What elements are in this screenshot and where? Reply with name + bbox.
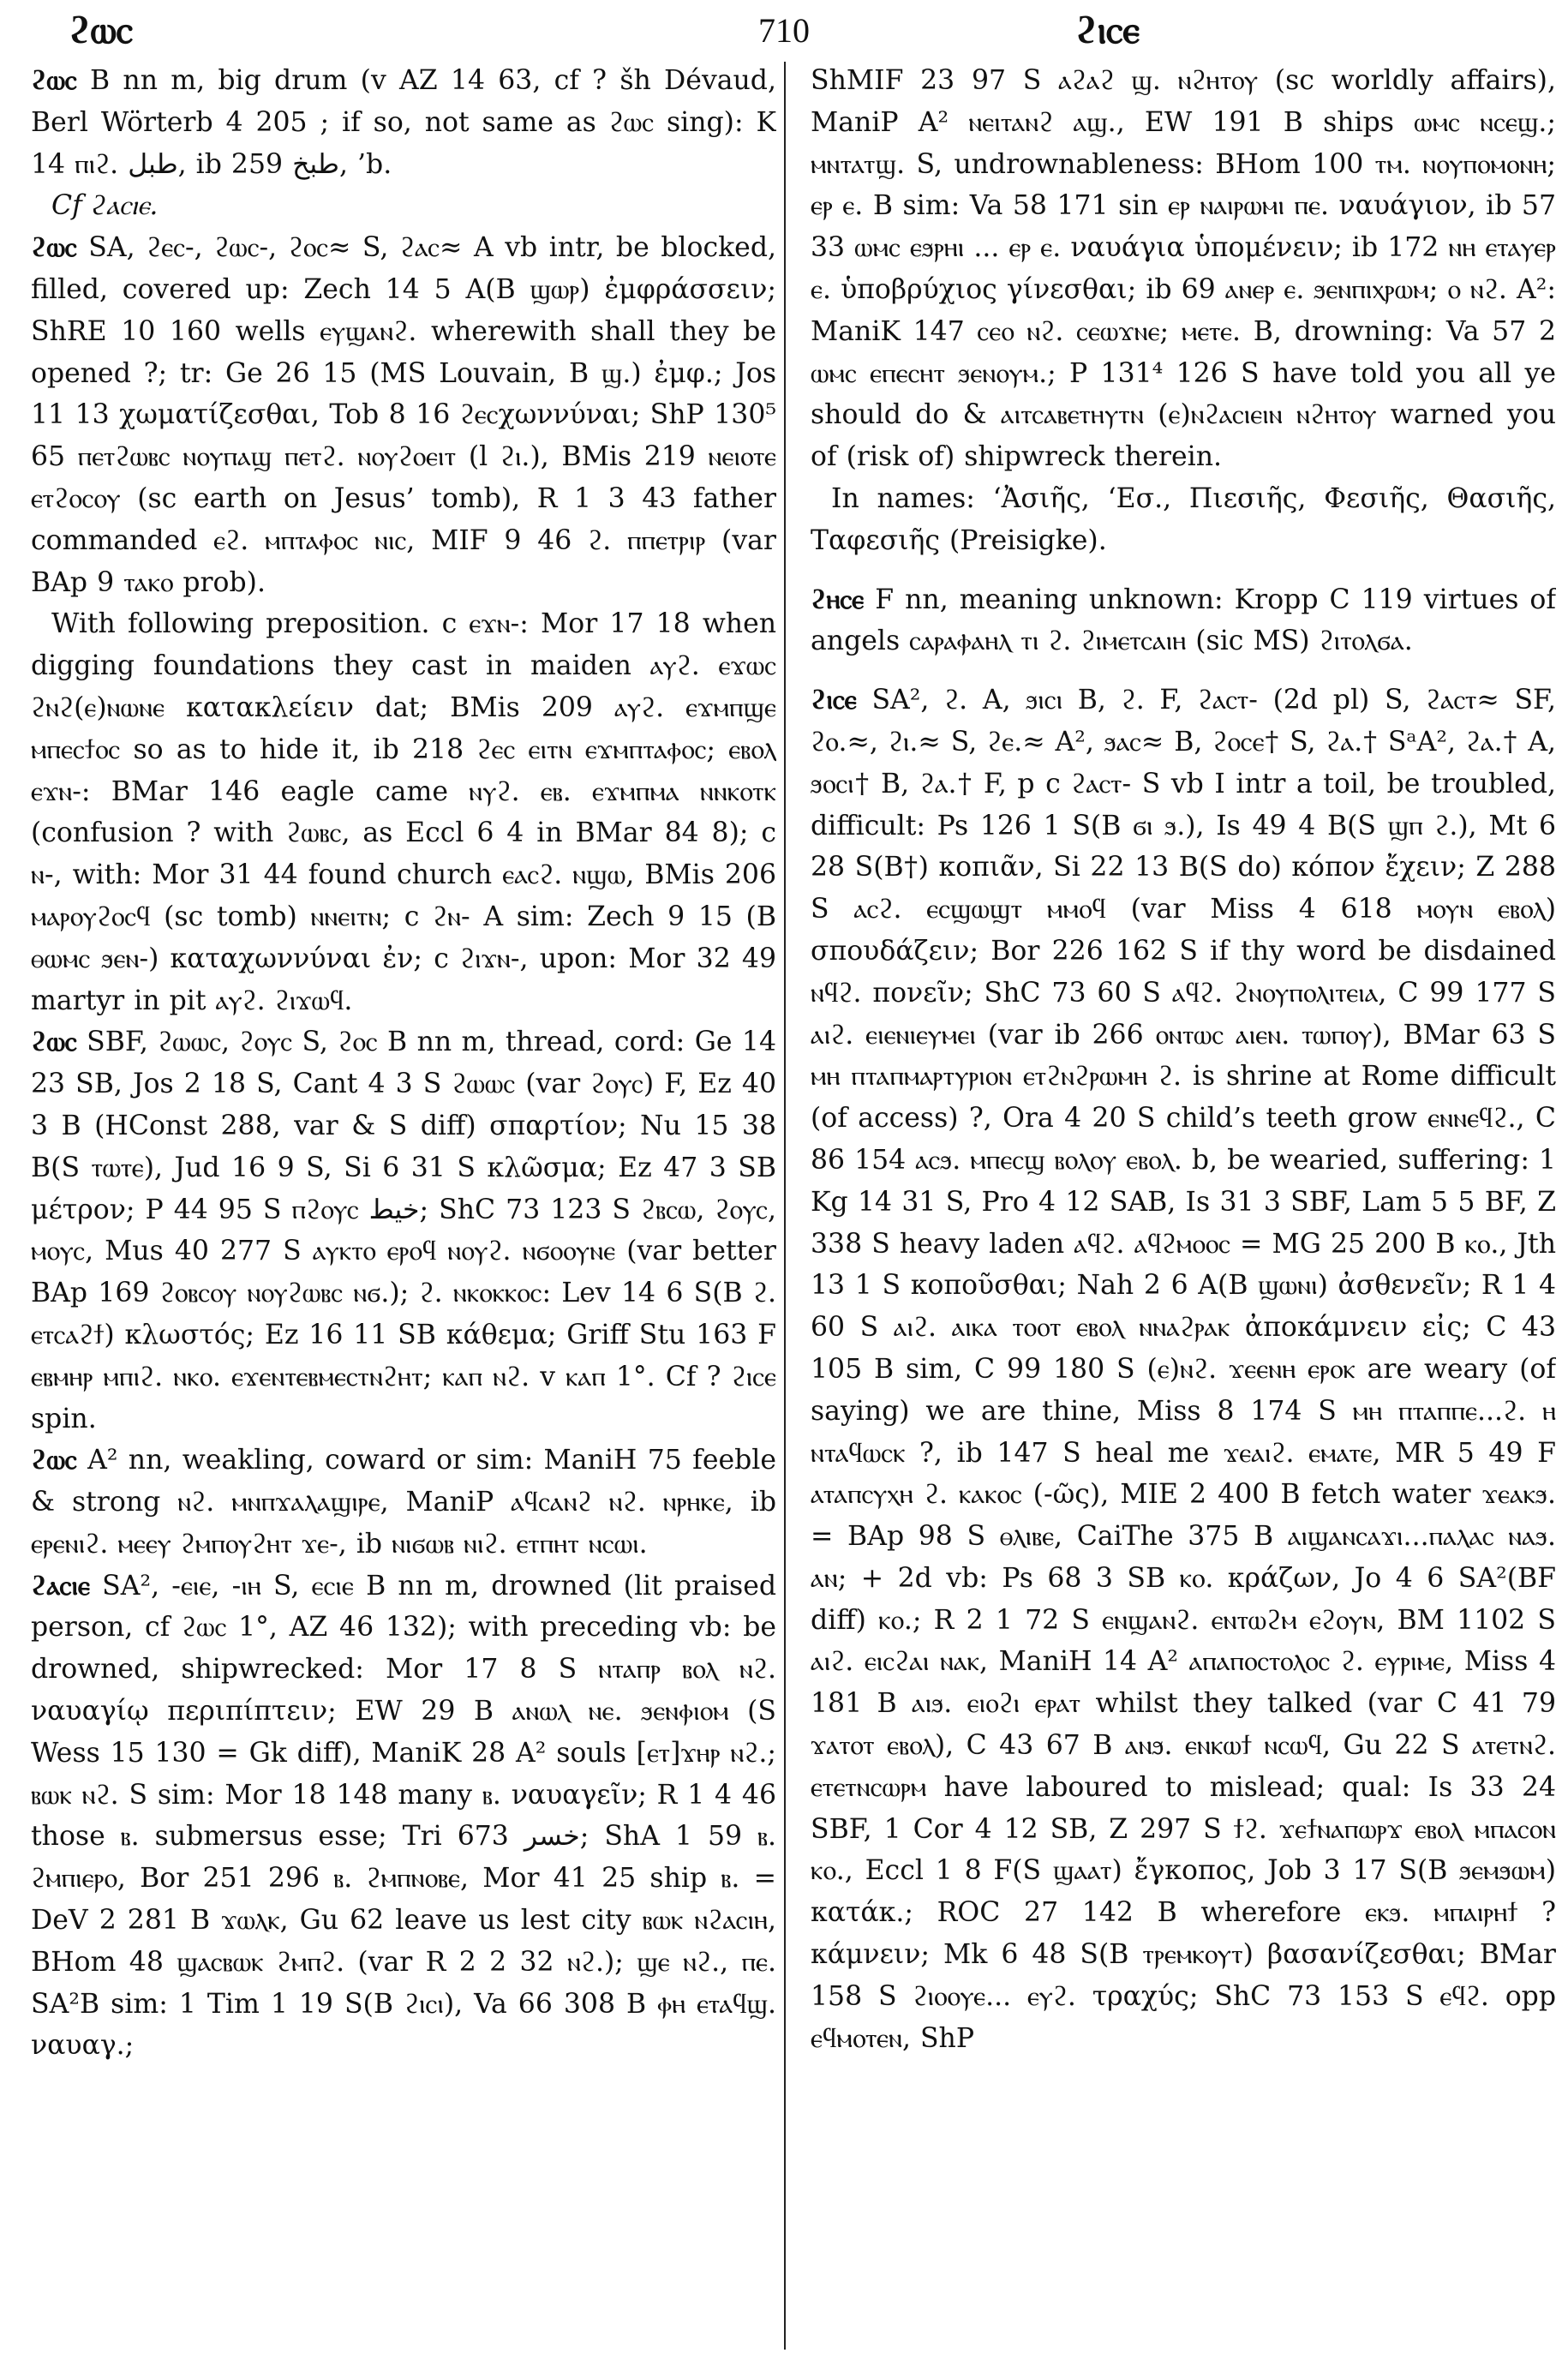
entry-text: Cf ϩⲁⲥⲓⲉ. bbox=[51, 190, 159, 222]
entry-text: In names: ‘Ἀσιῆς, ‘Εσ., Πιεσιῆς, Φεσιῆς, Θασιῆς, Ταφεσιῆς (Preisigke). bbox=[811, 482, 1556, 556]
entry-paragraph bbox=[811, 60, 1556, 478]
left-column bbox=[31, 60, 776, 2356]
entry-paragraph bbox=[31, 1440, 776, 1565]
entry-lemma: ϩⲱⲥ bbox=[31, 1444, 77, 1476]
header-right-word: ϩⲓⲥⲉ bbox=[1074, 9, 1140, 52]
entry-text: SA, ϩⲉⲥ-, ϩⲱⲥ-, ϩⲟⲥ≈ S, ϩⲁⲥ≈ A vb intr, be blocked, filled, covered up: Zech 14 5 A(B ϣⲱⲣ) ἐμφράσσειν; ShRE 10 160 wells ⲉⲩϣⲁⲛϩ. wherewith shall they be opened ?; tr: Ge 26 15 (MS Louvain, B ϣ.) ἐμφ.; Jos 11 13 χωματίζεσθαι, Tob 8 16 ϩⲉⲥχωννύναι; ShP 130⁵ 65 ⲡⲉⲧϩⲱⲃⲥ ⲛⲟⲩⲡⲁϣ ⲡⲉⲧϩ. ⲛⲟⲩϩⲟⲉⲓⲧ (l ϩⲓ.), BMis 219 ⲛⲉⲓⲟⲧⲉ ⲉⲧϩⲟⲥⲟⲩ (sc earth on Jesus’ tomb), R 1 3 43 father commanded ⲉϩ. ⲙⲡⲧⲁⲫⲟⲥ ⲛⲓⲥ, MIF 9 46 ϩ. ⲡⲡⲉⲧⲣⲓⲣ (var BAp 9 ⲧⲁⲕⲟ prob). bbox=[31, 232, 776, 598]
entry-text: A² nn, weakling, coward or sim: ManiH 75 feeble & strong ⲛϩ. ⲙⲛⲡϫⲁⲗⲁϣⲓⲣⲉ, ManiP ⲁϥⲥⲁⲛϩ ⲛϩ. ⲛⲣⲏⲕⲉ, ib ⲉⲣⲉⲛⲓϩ. ⲙⲉⲉⲩ ϩⲙⲡⲟⲩϩⲏⲧ ϫⲉ-, ib ⲛⲓϭⲱⲃ ⲛⲓϩ. ⲉⲧⲡⲏⲧ ⲛⲥⲱⲓ. bbox=[31, 1445, 776, 1560]
header-left-word: ϩⲱⲥ bbox=[69, 9, 134, 52]
entry-paragraph bbox=[811, 478, 1556, 562]
entry-paragraph bbox=[811, 680, 1556, 2059]
entry-paragraph bbox=[31, 227, 776, 603]
entry-text: With following preposition. c ⲉϫⲛ-: Mor 17 18 when digging foundations they cast in maiden ⲁⲩϩ. ⲉϫⲱⲥ ϩⲛϩ(ⲉ)ⲛⲱⲛⲉ κατακλείειν dat; BMis 209 ⲁⲩϩ. ⲉϫⲙⲡϣⲉ ⲙⲡⲉⲥϯⲟⲥ so as to hide it, ib 218 ϩⲉⲥ ⲉⲓⲧⲛ ⲉϫⲙⲡⲧⲁⲫⲟⲥ; ⲉⲃⲟⲗ ⲉϫⲛ-: BMar 146 eagle came ⲛⲩϩ. ⲉⲃ. ⲉϫⲙⲡⲙⲁ ⲛⲛⲕⲟⲧⲕ (confusion ? with ϩⲱⲃⲥ, as Eccl 6 4 in BMar 84 8); c ⲛ-, with: Mor 31 44 found church ⲉⲁⲥϩ. ⲛϣⲱ, BMis 206 ⲙⲁⲣⲟⲩϩⲟⲥϥ (sc tomb) ⲛⲛⲉⲓⲧⲛ; c ϩⲛ- A sim: Zech 9 15 (B ⲑⲱⲙⲥ ϧⲉⲛ-) καταχωννύναι ἐν; c ϩⲓϫⲛ-, upon: Mor 32 49 martyr in pit ⲁⲩϩ. ϩⲓϫⲱϥ. bbox=[31, 608, 776, 1016]
entry-text: ShMIF 23 97 S ⲁϩⲁϩ ϣ. ⲛϩⲏⲧⲟⲩ (sc worldly affairs), ManiP A² ⲛⲉⲓⲧⲁⲛϩ ⲁϣ., EW 191 B ships ⲱⲙⲥ ⲛⲥⲉϣ.; ⲙⲛⲧⲁⲧϣ. S, undrownableness: BHom 100 ⲧⲙ. ⲛⲟⲩⲡⲟⲙⲟⲛⲏ; ⲉⲣ ⲉ. B sim: Va 58 171 sin ⲉⲣ ⲛⲁⲓⲣⲱⲙⲓ ⲡⲉ. ναυάγιον, ib 57 33 ⲱⲙⲥ ⲉϧⲣⲏⲓ ... ⲉⲣ ⲉ. ναυάγια ὑπομένειν; ib 172 ⲛⲏ ⲉⲧⲁⲩⲉⲣ ⲉ. ὑποβρύχιος γίνεσθαι; ib 69 ⲁⲛⲉⲣ ⲉ. ϧⲉⲛⲡⲓⲭⲣⲱⲙ; ⲟ ⲛϩ. A²: ManiK 147 ⲥⲉⲟ ⲛϩ. ⲥⲉⲱϫⲛⲉ; ⲙⲉⲧⲉ. B, drowning: Va 57 2 ⲱⲙⲥ ⲉⲡⲉⲥⲏⲧ ϧⲉⲛⲟⲩⲙ.; P 131⁴ 126 S have told you all ye should do & ⲁⲓⲧⲥⲁⲃⲉⲧⲏⲩⲧⲛ (ⲉ)ⲛϩⲁⲥⲓⲉⲓⲛ ⲛϩⲏⲧⲟⲩ warned you of (risk of) shipwreck therein. bbox=[811, 65, 1556, 473]
entry-lemma: ϩⲱⲥ bbox=[31, 1026, 77, 1058]
entry-text: B nn m, big drum (v AZ 14 63, cf ? šh Dévaud, Berl Wörterb 4 205 ; if so, not same as ϩⲱⲥ sing): K 14 ⲡⲓϩ. طبل, ib 259 طبخ, ’b. bbox=[31, 65, 776, 180]
entry-lemma: ϩⲓⲥⲉ bbox=[811, 684, 857, 716]
right-column bbox=[811, 60, 1556, 2356]
entry-lemma: ϩⲏⲥⲉ bbox=[811, 583, 865, 615]
entry-paragraph bbox=[811, 579, 1556, 663]
entry-paragraph bbox=[31, 603, 776, 1021]
entry-lemma: ϩⲱⲥ bbox=[31, 64, 77, 96]
entry-paragraph bbox=[31, 185, 776, 227]
entry-lemma: ϩⲱⲥ bbox=[31, 231, 77, 264]
page-number: 710 bbox=[758, 11, 810, 50]
entry-text: F nn, meaning unknown: Kropp C 119 virtues of angels ⲥⲁⲣⲁⲫⲁⲏⲗ ⲧⲓ ϩ. ϩⲓⲙⲉⲧⲥⲁⲓⲏ (sic MS) ϩⲓⲧⲟⲗϭⲁ. bbox=[811, 584, 1556, 657]
entry-paragraph bbox=[31, 1021, 776, 1440]
entry-lemma: ϩⲁⲥⲓⲉ bbox=[31, 1569, 90, 1602]
entry-text: SA², ϩ. A, ϧⲓⲥⲓ B, ϩ. F, ϩⲁⲥⲧ- (2d pl) S, ϩⲁⲥⲧ≈ SF, ϩⲟ.≈, ϩⲓ.≈ S, ϩⲉ.≈ A², ϧⲁⲥ≈ B, ϩⲟⲥⲉ† S, ϩⲁ.† SᵃA², ϩⲁ.† A, ϧⲟⲥⲓ† B, ϩⲁ.† F, p c ϩⲁⲥⲧ- S vb I intr a toil, be troubled, difficult: Ps 126 1 S(B ϭⲓ ϧ.), Is 49 4 B(S ϣⲡ ϩ.), Mt 6 28 S(B†) κοπιᾶν, Si 22 13 B(S do) κόπον ἔχειν; Z 288 S ⲁⲥϩ. ⲉⲥϣⲱϣⲧ ⲙⲙⲟϥ (var Miss 4 618 ⲙⲟⲩⲛ ⲉⲃⲟⲗ) σπουδάζειν; Bor 226 162 S if thy word be disdained ⲛϥϩ. πονεῖν; ShC 73 60 S ⲁϥϩ. ϩⲛⲟⲩⲡⲟⲗⲓⲧⲉⲓⲁ, C 99 177 S ⲁⲓϩ. ⲉⲓⲉⲛⲓⲉⲩⲙⲉⲓ (var ib 266 ⲟⲛⲧⲱⲥ ⲁⲓⲉⲛ. ⲧⲱⲡⲟⲩ), BMar 63 S ⲙⲏ ⲡⲧⲁⲡⲙⲁⲣⲧⲩⲣⲓⲟⲛ ⲉⲧϩⲛϩⲣⲱⲙⲏ ϩ. is shrine at Rome difficult (of access) ?, Ora 4 20 S child’s teeth grow ⲉⲛⲛⲉϥϩ., C 86 154 ⲁⲥϧ. ⲙⲡⲉⲥϣ ⲃⲟⲗⲟⲩ ⲉⲃⲟⲗ. b, be wearied, suffering: 1 Kg 14 31 S, Pro 4 12 SAB, Is 31 3 SBF, Lam 5 5 BF, Z 338 S heavy laden ⲁϥϩ. ⲁϥϩⲙⲟⲟⲥ = MG 25 200 B ⲕⲟ., Jth 13 1 S κοπoῦσθαι; Nah 2 6 A(B ϣⲱⲛⲓ) ἀσθενεῖν; R 1 4 60 S ⲁⲓϩ. ⲁⲓⲕⲁ ⲧⲟⲟⲧ ⲉⲃⲟⲗ ⲛⲛⲁϩⲣⲁⲕ ἀποκάμνειν εἰς; C 43 105 B sim, C 99 180 S (ⲉ)ⲛϩ. ϫⲉⲉⲛⲏ ⲉⲣⲟⲕ are weary (of saying) we are thine, Miss 8 174 S ⲙⲏ ⲡⲧⲁⲡⲡⲉ...ϩ. ⲏ ⲛⲧⲁϥⲱⲥⲕ ?, ib 147 S heal me ϫⲉⲁⲓϩ. ⲉⲙⲁⲧⲉ, MR 5 49 F ⲁⲧⲁⲡⲥⲩⲭⲏ ϩ. ⲕⲁⲕⲟⲥ (-ῶς), MIE 2 400 B fetch water ϫⲉⲁⲕϧ. = BAp 98 S ⲑⲗⲓⲃⲉ, CaiThe 375 B ⲁⲓϣⲁⲛⲥⲁϫⲓ...ⲡⲁⲗⲁⲥ ⲛⲁϧ. ⲁⲛ; + 2d vb: Ps 68 3 SB ⲕⲟ. κράζων, Jo 4 6 SA²(BF diff) ⲕⲟ.; R 2 1 72 S ⲉⲛϣⲁⲛϩ. ⲉⲛⲧⲱϩⲙ ⲉϩⲟⲩⲛ, BM 1102 S ⲁⲓϩ. ⲉⲓⲥϩⲁⲓ ⲛⲁⲕ, ManiH 14 A² ⲁⲡⲁⲡⲟⲥⲧⲟⲗⲟⲥ ϩ. ⲉⲩⲣⲓⲙⲉ, Miss 4 181 B ⲁⲓϧ. ⲉⲓⲟϩⲓ ⲉⲣⲁⲧ whilst they talked (var C 41 79 ϫⲁⲧⲟⲧ ⲉⲃⲟⲗ), C 43 67 B ⲁⲛϧ. ⲉⲛⲕⲱϯ ⲛⲥⲱϥ, Gu 22 S ⲁⲧⲉⲧⲛϩ. ⲉⲧⲉⲧⲛⲥⲱⲣⲙ have laboured to mislead; qual: Is 33 24 SBF, 1 Cor 4 12 SB, Z 297 S ϯϩ. ϫⲉϯⲛⲁⲡⲱⲣϫ ⲉⲃⲟⲗ ⲙⲡⲁⲥⲟⲛ ⲕⲟ., Eccl 1 8 F(S ϣⲁⲁⲧ) ἔγκοπος, Job 3 17 S(B ϧⲉⲙϧⲱⲙ) κατάκ.; ROC 27 142 B wherefore ⲉⲕϧ. ⲙⲡⲁⲓⲣⲏϯ ? κάμνειν; Mk 6 48 S(B ⲧⲣⲉⲙⲕⲟⲩⲧ) βασανίζεσθαι; BMar 158 S ϩⲓⲟⲟⲩⲉ... ⲉⲩϩ. τραχύς; ShC 73 153 S ⲉϥϩ. opp ⲉϥⲙⲟⲧⲉⲛ, ShP bbox=[811, 685, 1556, 2054]
entry-paragraph bbox=[31, 1566, 776, 2068]
entry-text: SA², -ⲉⲓⲉ, -ⲓⲏ S, ⲉⲥⲓⲉ B nn m, drowned (lit praised person, cf ϩⲱⲥ 1°, AZ 46 132); with preceding vb: be drowned, shipwrecked: Mor 17 8 S ⲛⲧⲁⲡⲣ ⲃⲟⲗ ⲛϩ. ναυαγίῳ περιπίπτειν; EW 29 B ⲁⲛⲱⲗ ⲛⲉ. ϧⲉⲛⲫⲓⲟⲙ (S Wess 15 130 = Gk diff), ManiK 28 A² souls [ⲉⲧ]ϫⲏⲣ ⲛϩ.; ⲃⲱⲕ ⲛϩ. S sim: Mor 18 148 many ⲃ. ναυαγεῖν; R 1 4 46 those ⲃ. submersus esse; Tri 673 خسر; ShA 1 59 ⲃ. ϩⲙⲡⲓⲉⲣⲟ, Bor 251 296 ⲃ. ϩⲙⲡⲛⲟⲃⲉ, Mor 41 25 ship ⲃ. = DeV 2 281 B ϫⲱⲗⲕ, Gu 62 leave us lest city ⲃⲱⲕ ⲛϩⲁⲥⲓⲏ, BHom 48 ϣⲁⲥⲃⲱⲕ ϩⲙⲡϩ. (var R 2 2 32 ⲛϩ.); ϣⲉ ⲛϩ., ⲡⲉ. SA²B sim: 1 Tim 1 19 S(B ϩⲓⲥⲓ), Va 66 308 B ⲫⲏ ⲉⲧⲁϥϣ. ναυαγ.; bbox=[31, 1570, 776, 2062]
column-divider bbox=[784, 62, 786, 2350]
entry-text: SBF, ϩⲱⲱⲥ, ϩⲟⲩⲥ S, ϩⲟⲥ B nn m, thread, cord: Ge 14 23 SB, Jos 2 18 S, Cant 4 3 S ϩⲱⲱⲥ (var ϩⲟⲩⲥ) F, Ez 40 3 B (HConst 288, var & S diff) σπαρτίον; Nu 15 38 B(S ⲧⲱⲧⲉ), Jud 16 9 S, Si 6 31 S κλῶσμα; Ez 47 3 SB μέτρον; P 44 95 S ⲡϩⲟⲩⲥ خيط; ShC 73 123 S ϩⲃⲥⲱ, ϩⲟⲩⲥ, ⲙⲟⲩⲥ, Mus 40 277 S ⲁⲩⲕⲧⲟ ⲉⲣⲟϥ ⲛⲟⲩϩ. ⲛϭⲟⲟⲩⲛⲉ (var better BAp 169 ϩⲟⲃⲥⲟⲩ ⲛⲟⲩϩⲱⲃⲥ ⲛϭ.); ϩ. ⲛⲕⲟⲕⲕⲟⲥ: Lev 14 6 S(B ϩ. ⲉⲧⲥⲁϩϯ) κλωστός; Ez 16 11 SB κάθεμα; Griff Stu 163 F ⲉⲃⲙⲏⲣ ⲙⲡⲓϩ. ⲛⲕⲟ. ⲉϫⲉⲛⲧⲉⲃⲙⲉⲥⲧⲛϩⲏⲧ; ⲕⲁⲡ ⲛϩ. v ⲕⲁⲡ 1°. Cf ? ϩⲓⲥⲉ spin. bbox=[31, 1027, 776, 1434]
entry-paragraph bbox=[31, 60, 776, 185]
